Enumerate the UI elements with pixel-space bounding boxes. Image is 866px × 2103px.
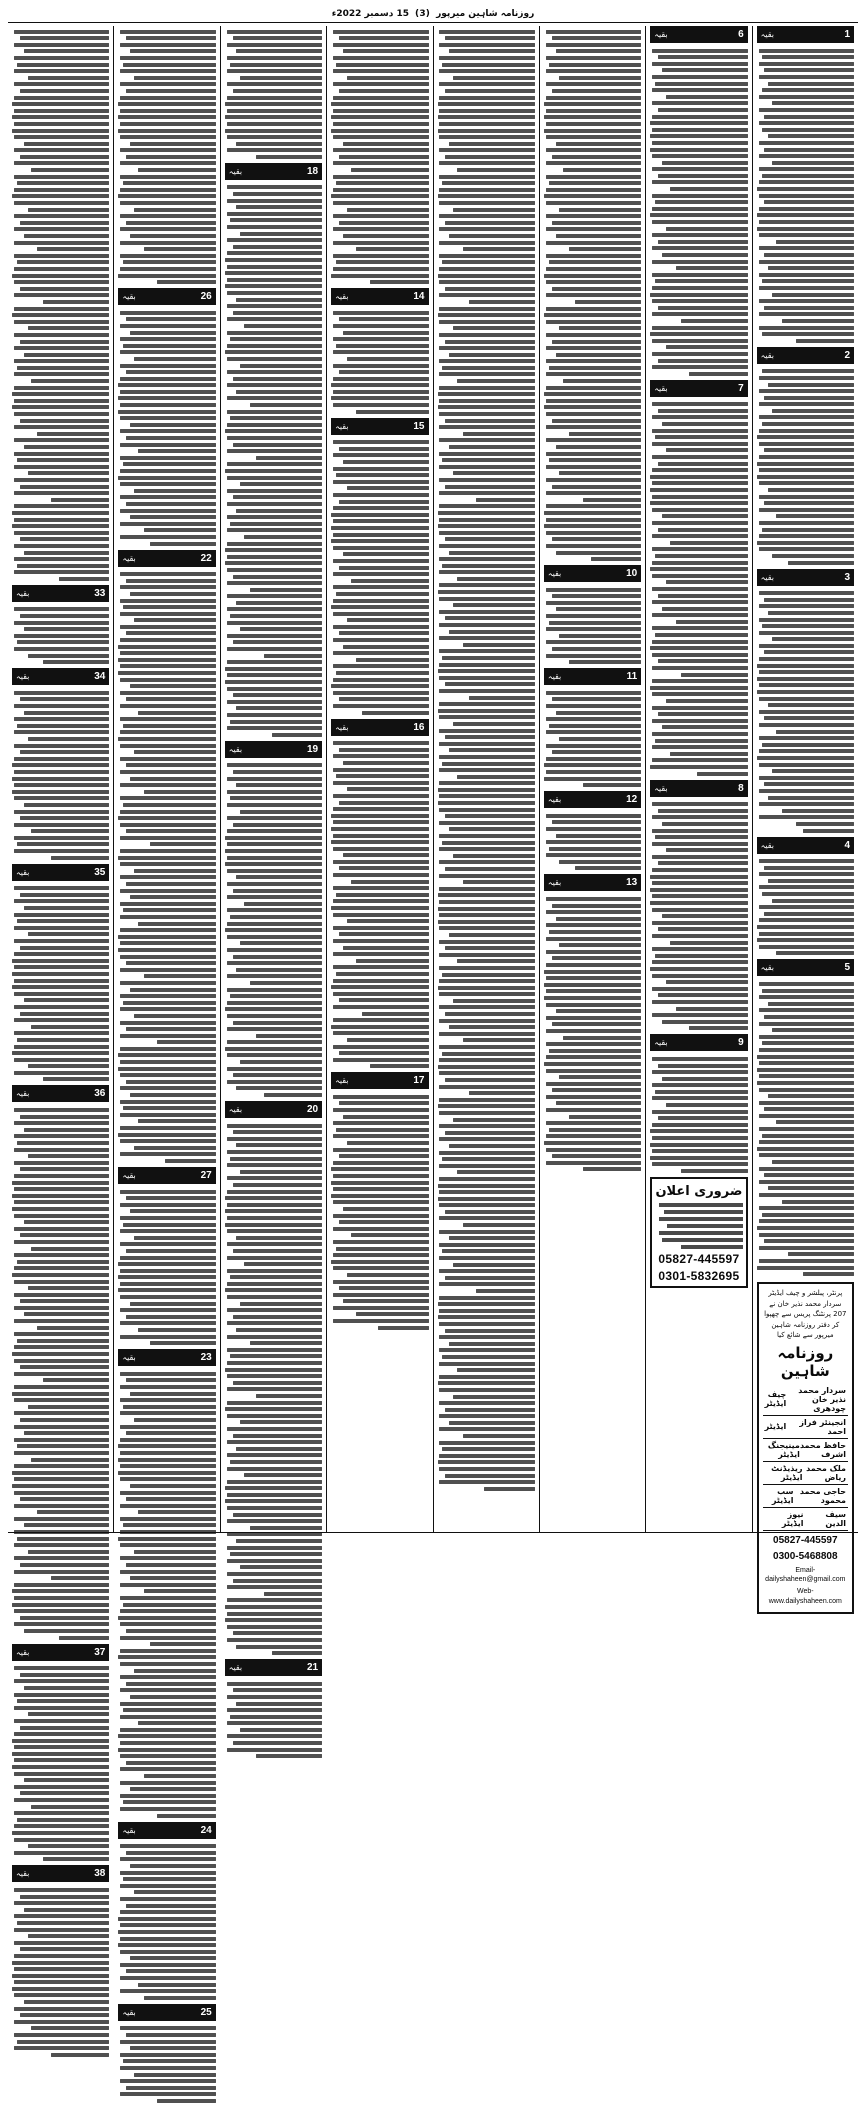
story-number: 10 [626, 568, 638, 580]
imprint-staff-box [757, 1282, 854, 1614]
story-header-38 [12, 1865, 109, 1882]
story-continuation-tag: بقیہ [760, 963, 774, 973]
story-body-4 [757, 856, 854, 956]
staff-role: نیوز ایڈیٹر [781, 1509, 804, 1528]
story-35 [12, 864, 109, 1082]
story-number: 33 [94, 587, 106, 599]
story-continuation-tag: بقیہ [760, 350, 774, 360]
story-continuation-tag: بقیہ [16, 1089, 30, 1099]
story-12 [544, 791, 641, 870]
story-21 [225, 1659, 322, 1758]
story-body-23 [118, 1368, 215, 1817]
story-body-1 [757, 45, 854, 343]
page-masthead [8, 6, 858, 23]
story-header-27 [118, 1167, 215, 1184]
story-col7-top [118, 26, 215, 284]
story-header-26 [118, 288, 215, 305]
story-continuation-tag: بقیہ [654, 30, 668, 39]
story-continuation-tag: بقیہ [16, 1647, 30, 1657]
story-body-2 [757, 366, 854, 565]
story-continuation-tag: بقیہ [654, 783, 668, 793]
story-continuation-tag: بقیہ [16, 867, 30, 877]
story-header-2 [757, 347, 854, 364]
story-number: 2 [844, 349, 850, 361]
story-header-25 [118, 2004, 215, 2021]
story-33 [12, 585, 109, 664]
story-23 [118, 1349, 215, 1817]
story-10-top [544, 26, 641, 561]
story-header-19 [225, 741, 322, 758]
staff-name: حافظ محمد اشرف [799, 1440, 846, 1459]
masthead-date: 15 دسمبر 2022ء [331, 9, 409, 19]
story-number: 12 [626, 794, 638, 806]
column-8 [8, 26, 113, 1880]
story-continuation-tag: بقیہ [335, 722, 349, 732]
story-continuation-tag: بقیہ [760, 572, 774, 582]
story-number: 23 [200, 1352, 212, 1364]
staff-row [763, 1485, 848, 1508]
story-body-37 [12, 1663, 109, 1862]
story-number: 8 [738, 782, 744, 794]
story-38 [12, 1865, 109, 2056]
story-header-1 [757, 26, 854, 43]
staff-row [763, 1462, 848, 1485]
story-header-18 [225, 163, 322, 180]
story-continuation-tag: بقیہ [760, 840, 774, 850]
story-number: 20 [307, 1104, 319, 1116]
story-8 [650, 780, 747, 1031]
story-number: 22 [200, 552, 212, 564]
story-body-14 [331, 307, 428, 414]
story-header-20 [225, 1101, 322, 1118]
story-body-15 [331, 437, 428, 715]
notice-ad-phone-1[interactable]: 05827-445597 [658, 1252, 740, 1266]
story-body-10-top [544, 26, 641, 561]
story-24 [118, 1822, 215, 2000]
story-27 [118, 1167, 215, 1345]
story-header-4 [757, 837, 854, 854]
story-22 [118, 550, 215, 1163]
story-4 [757, 837, 854, 956]
story-header-16 [331, 719, 428, 736]
story-19 [225, 741, 322, 1097]
story-number: 9 [738, 1037, 744, 1049]
story-body-17 [331, 1091, 428, 1329]
story-continuation-tag: بقیہ [228, 1105, 243, 1115]
story-number: 24 [200, 1824, 212, 1836]
notice-ad-phone-2[interactable]: 0301-5832695 [658, 1269, 740, 1283]
story-continuation-tag: بقیہ [228, 1663, 243, 1673]
story-col4-top [438, 26, 535, 1491]
story-number: 4 [844, 839, 850, 851]
story-header-12 [544, 791, 641, 808]
staff-row [763, 1416, 848, 1439]
story-number: 17 [413, 1075, 425, 1087]
masthead-page-number: (3) [414, 9, 431, 19]
story-body-24 [118, 1841, 215, 2000]
story-header-3 [757, 569, 854, 586]
staff-row [763, 1439, 848, 1462]
story-body-5 [757, 978, 854, 1276]
story-number: 7 [738, 382, 744, 394]
story-continuation-tag: بقیہ [547, 795, 562, 805]
staff-phone-2[interactable]: 0300-5468808 [773, 1551, 838, 1563]
staff-role: مینیجنگ ایڈیٹر [767, 1440, 800, 1459]
story-header-17 [331, 1072, 428, 1089]
notice-ad-box [650, 1177, 747, 1288]
story-continuation-tag: بقیہ [16, 672, 30, 682]
staff-role: سب ایڈیٹر [771, 1486, 794, 1505]
story-number: 14 [413, 291, 425, 303]
story-number: 38 [94, 1868, 106, 1880]
story-col5-top [331, 26, 428, 284]
story-number: 11 [626, 671, 638, 683]
staff-name: حاجی محمد محمود [799, 1486, 846, 1505]
story-body-27 [118, 1186, 215, 1345]
imprint-text: پرنٹر، پبلشر و چیف ایڈیٹر سردار محمد نذیر خان نے 207 پرنٹنگ پریس سے چھپوا کر دفتر روزنامہ شاہین میرپور سے شائع کیا [764, 1289, 847, 1340]
story-body-3 [757, 588, 854, 833]
story-2 [757, 347, 854, 565]
story-continuation-tag: بقیہ [547, 672, 562, 682]
story-continuation-tag: بقیہ [654, 1038, 668, 1048]
story-header-33 [12, 585, 109, 602]
story-body-16 [331, 738, 428, 1069]
story-number: 34 [94, 671, 106, 683]
staff-name: سیف الدین [825, 1509, 846, 1528]
story-header-9 [650, 1034, 747, 1051]
staff-phone-1[interactable]: 05827-445597 [773, 1534, 838, 1546]
story-header-13 [544, 874, 641, 891]
story-16 [331, 719, 428, 1069]
story-number: 21 [307, 1662, 319, 1674]
notice-ad-title: ضروری اعلان [655, 1184, 743, 1199]
story-header-10 [544, 565, 641, 582]
story-body-35 [12, 883, 109, 1082]
story-body-18 [225, 182, 322, 737]
story-34 [12, 668, 109, 859]
story-9 [650, 1034, 747, 1173]
story-body-34 [12, 687, 109, 859]
column-3 [539, 26, 645, 1532]
story-15 [331, 418, 428, 715]
staff-name: ملک محمد ریاض [806, 1463, 846, 1482]
story-body-col7-top [118, 26, 215, 284]
story-body-26 [118, 307, 215, 545]
story-continuation-tag: بقیہ [547, 878, 562, 888]
story-body-11 [544, 687, 641, 787]
story-number: 13 [626, 877, 638, 889]
story-continuation-tag: بقیہ [228, 166, 243, 176]
story-body-10 [544, 584, 641, 664]
story-continuation-tag: بقیہ [122, 1353, 136, 1363]
story-continuation-tag: بقیہ [122, 1825, 136, 1835]
masthead-paper-name: روزنامہ شاہین میرپور [436, 9, 535, 19]
story-header-14 [331, 288, 428, 305]
column-1 [752, 26, 858, 1606]
story-10 [544, 565, 641, 664]
story-continuation-tag: بقیہ [760, 30, 774, 39]
story-1 [757, 26, 854, 343]
story-20 [225, 1101, 322, 1655]
story-body-col4-top [438, 26, 535, 1491]
story-continuation-tag: بقیہ [547, 569, 562, 579]
column-2 [645, 26, 751, 1532]
story-number: 36 [94, 1088, 106, 1100]
column-7 [113, 26, 219, 2018]
staff-role: ایڈیٹر [764, 1422, 787, 1432]
story-header-6 [650, 26, 747, 43]
staff-name: سردار محمد نذیر خان چودھری [798, 1385, 846, 1413]
story-body-6 [650, 45, 747, 376]
story-body-13 [544, 893, 641, 1171]
story-36 [12, 1085, 109, 1639]
story-17 [331, 1072, 428, 1329]
story-continuation-tag: بقیہ [335, 1076, 349, 1086]
story-13 [544, 874, 641, 1171]
story-body-22 [118, 569, 215, 1163]
story-7 [650, 380, 747, 776]
story-number: 15 [413, 420, 425, 432]
story-header-34 [12, 668, 109, 685]
story-body-19 [225, 760, 322, 1097]
story-continuation-tag: بقیہ [228, 744, 243, 754]
column-6 [220, 26, 326, 1674]
story-header-15 [331, 418, 428, 435]
story-number: 6 [738, 29, 744, 40]
story-body-col8-top [12, 26, 109, 581]
story-body-36 [12, 1104, 109, 1639]
story-continuation-tag: بقیہ [122, 292, 136, 302]
story-14 [331, 288, 428, 414]
story-continuation-tag: بقیہ [16, 588, 30, 598]
story-header-22 [118, 550, 215, 567]
story-continuation-tag: بقیہ [16, 1869, 30, 1879]
story-number: 35 [94, 866, 106, 878]
story-body-col6-top [225, 26, 322, 159]
story-continuation-tag: بقیہ [122, 2007, 136, 2017]
story-header-21 [225, 1659, 322, 1676]
story-header-7 [650, 380, 747, 397]
story-25 [118, 2004, 215, 2103]
story-11 [544, 668, 641, 787]
story-header-5 [757, 959, 854, 976]
story-number: 5 [844, 962, 850, 974]
story-6 [650, 26, 747, 376]
newspaper-columns [8, 26, 858, 2018]
story-5 [757, 959, 854, 1276]
story-header-8 [650, 780, 747, 797]
story-number: 3 [844, 571, 850, 583]
story-header-24 [118, 1822, 215, 1839]
staff-row [763, 1384, 848, 1416]
story-body-20 [225, 1120, 322, 1655]
story-number: 1 [844, 29, 850, 40]
staff-email[interactable]: Email-dailyshaheen@gmail.com [765, 1566, 846, 1584]
story-26 [118, 288, 215, 545]
story-continuation-tag: بقیہ [335, 421, 349, 431]
story-number: 37 [94, 1646, 106, 1658]
story-body-38 [12, 1884, 109, 2056]
story-header-11 [544, 668, 641, 685]
story-18 [225, 163, 322, 737]
story-number: 27 [200, 1169, 212, 1181]
column-4 [433, 26, 539, 1532]
story-col6-top [225, 26, 322, 159]
story-col8-top [12, 26, 109, 581]
story-37 [12, 1644, 109, 1862]
story-body-7 [650, 399, 747, 776]
staff-name: انجینئر فراز احمد [799, 1417, 846, 1436]
staff-role: چیف ایڈیٹر [764, 1390, 787, 1409]
story-continuation-tag: بقیہ [122, 1170, 136, 1180]
column-5 [326, 26, 432, 1532]
story-header-37 [12, 1644, 109, 1661]
staff-row [763, 1508, 848, 1531]
story-body-21 [225, 1678, 322, 1758]
story-continuation-tag: بقیہ [122, 553, 136, 563]
story-header-23 [118, 1349, 215, 1366]
paper-brand-logo: روزنامہ شاہین [777, 1343, 834, 1380]
story-header-35 [12, 864, 109, 881]
story-3 [757, 569, 854, 833]
staff-role: ریذیڈنٹ ایڈیٹر [771, 1463, 803, 1482]
story-number: 16 [413, 721, 425, 733]
story-continuation-tag: بقیہ [654, 383, 668, 393]
story-body-9 [650, 1053, 747, 1173]
staff-website[interactable]: Web-www.dailyshaheen.com [768, 1588, 842, 1606]
story-body-33 [12, 604, 109, 664]
story-number: 25 [200, 2006, 212, 2018]
story-number: 18 [307, 165, 319, 177]
story-number: 19 [307, 743, 319, 755]
story-body-col5-top [331, 26, 428, 284]
story-body-12 [544, 810, 641, 870]
story-body-25 [118, 2023, 215, 2103]
story-body-8 [650, 799, 747, 1031]
story-header-36 [12, 1085, 109, 1102]
page-bottom-rule [8, 1532, 858, 1533]
story-number: 26 [200, 291, 212, 303]
story-continuation-tag: بقیہ [335, 292, 349, 302]
